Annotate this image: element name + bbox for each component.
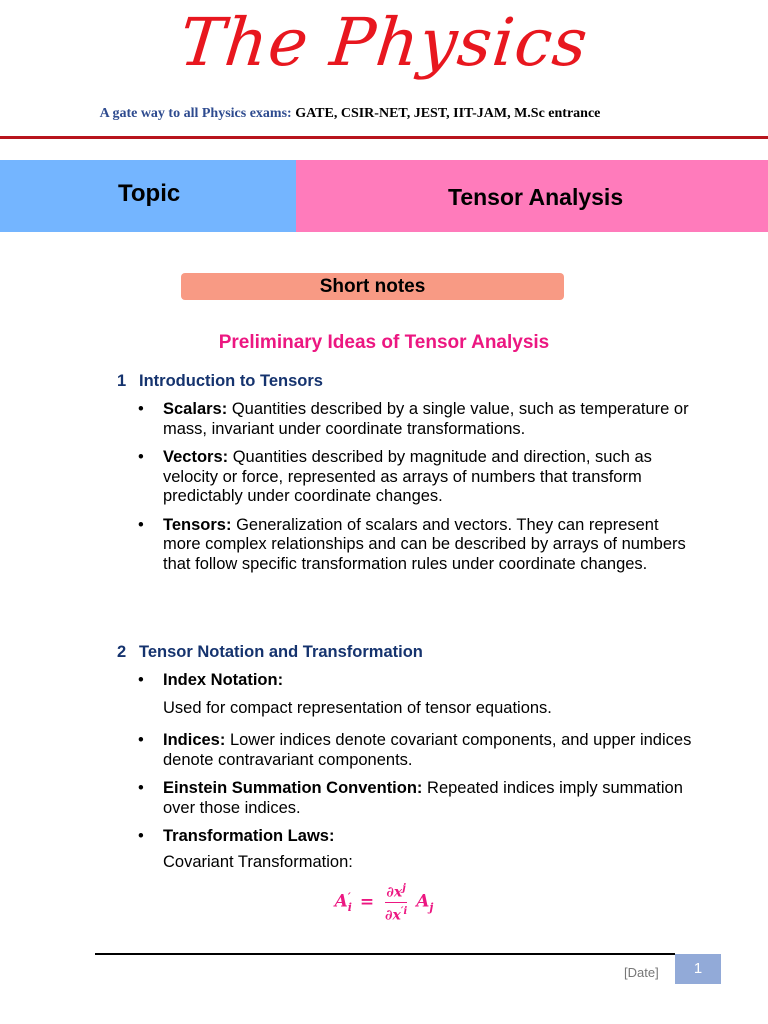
formula-fraction — [385, 880, 407, 924]
formula-numerator: $\partial x^j$ — [385, 880, 407, 903]
bullet-icon: • — [138, 515, 144, 534]
formula-lhs: A — [334, 891, 348, 912]
section-heading-2 — [117, 643, 423, 662]
item-term: Einstein Summation Convention: — [163, 779, 423, 797]
formula-denominator: $\partial x^{'i}$ — [385, 905, 408, 924]
list-item — [136, 779, 696, 818]
page-number: 1 — [675, 954, 721, 984]
item-term: Index Notation: — [163, 671, 284, 689]
item-subtext: Used for compact representation of tensor equations. — [163, 698, 552, 717]
item-text: Quantities described by magnitude and direction, such as velocity or force, represented as arrays of numbers that transform predictably under coordinate changes. — [163, 448, 652, 505]
item-term: Tensors: — [163, 515, 232, 534]
list-item — [136, 400, 696, 439]
tagline-lead: A gate way to all Physics exams: — [99, 106, 292, 121]
footer-date: [Date] — [624, 965, 659, 980]
item-term: Transformation Laws: — [163, 827, 335, 845]
bullet-icon: • — [138, 671, 144, 689]
list-item — [136, 671, 696, 718]
document-title: Preliminary Ideas of Tensor Analysis — [218, 332, 550, 353]
item-text: Generalization of scalars and vectors. They can represent more complex relationships and can be described by arrays of numbers that follow specific transformation rules under coordinate changes. — [163, 515, 686, 573]
item-term: Scalars: — [163, 400, 228, 418]
brand-logo-text: The Physics — [176, 4, 592, 81]
item-text: Repeated indices imply summation over those indices. — [163, 779, 683, 817]
tagline-exams: GATE, CSIR-NET, JEST, IIT-JAM, M.Sc entrance — [295, 106, 601, 121]
item-text: Lower indices denote covariant components, and upper indices denote contravariant components. — [163, 731, 692, 769]
list-item — [136, 827, 696, 872]
bullet-icon: • — [138, 448, 144, 466]
bullet-icon: • — [138, 400, 144, 418]
short-notes-badge: Short notes — [181, 273, 564, 300]
bullet-list-2 — [136, 671, 696, 881]
list-item — [136, 731, 696, 770]
bullet-icon: • — [138, 731, 144, 749]
bullet-icon: • — [138, 779, 144, 797]
topic-value: Tensor Analysis — [296, 160, 768, 232]
bullet-icon: • — [138, 827, 144, 845]
bullet-list-1 — [136, 400, 696, 583]
formula-rhs: A — [416, 891, 430, 912]
section-title: Tensor Notation and Transformation — [139, 643, 423, 661]
topic-band — [0, 160, 768, 232]
item-term: Indices: — [163, 731, 226, 749]
formula-rhs-sub: j — [429, 901, 434, 915]
formula-lhs-sub: i — [347, 901, 352, 915]
tagline — [0, 106, 700, 122]
list-item — [136, 516, 696, 575]
section-number: 2 — [117, 643, 127, 661]
covariant-transformation-formula — [0, 880, 768, 924]
section-number: 1 — [117, 372, 127, 390]
item-text: Quantities described by a single value, such as temperature or mass, invariant under coordinate transformations. — [163, 400, 689, 438]
footer-divider — [95, 953, 675, 955]
item-subtext: Covariant Transformation: — [163, 852, 353, 871]
formula-lhs-prime: ′ — [347, 890, 351, 903]
topic-label: Topic — [0, 160, 296, 232]
section-title: Introduction to Tensors — [139, 372, 323, 390]
list-item — [136, 448, 696, 507]
item-term: Vectors: — [163, 448, 229, 466]
header-divider — [0, 136, 768, 139]
section-heading-1 — [117, 372, 323, 391]
formula-equals: = — [359, 891, 375, 912]
